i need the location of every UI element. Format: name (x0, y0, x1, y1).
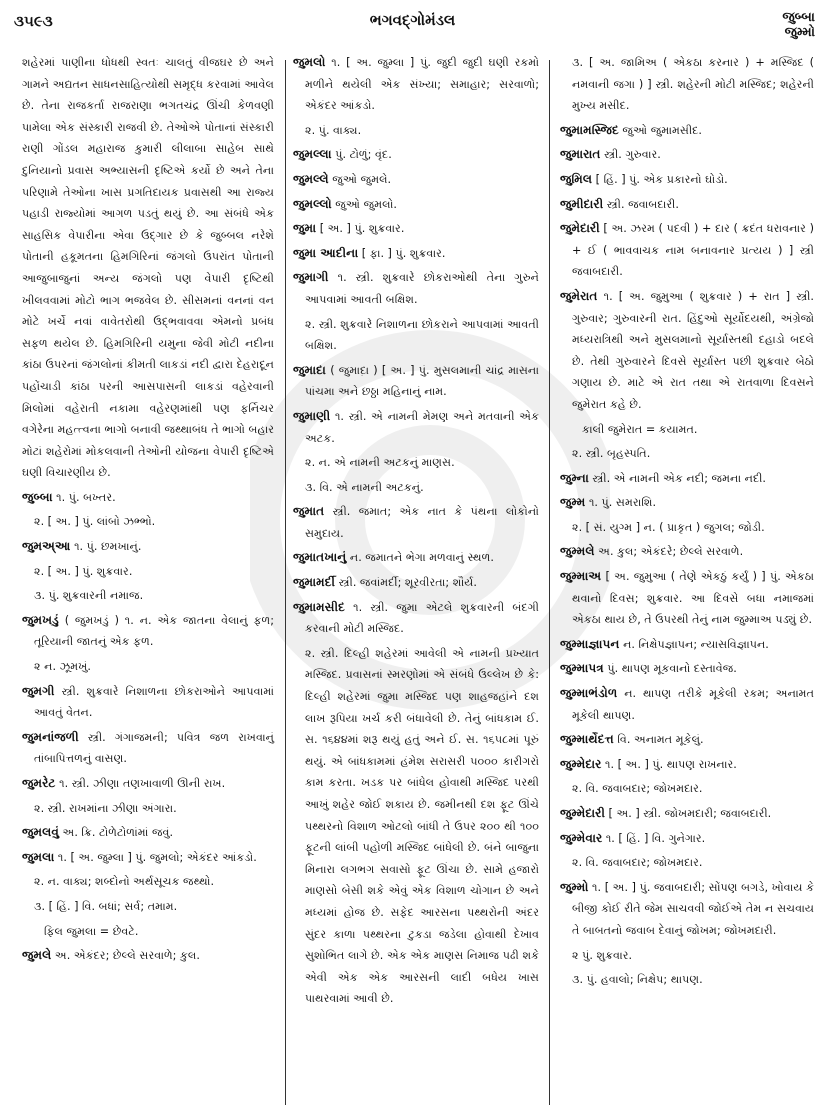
dictionary-entry (293, 360, 539, 403)
usage-example (22, 921, 274, 943)
definition-text: ૨. સ્ત્રી. રાખમાંના ઝીણા અંગારા. (34, 801, 177, 815)
guide-word-last: જુમ્મો (784, 25, 815, 40)
dictionary-entry (293, 572, 539, 594)
headword: જુમ્માપત્ર (560, 661, 604, 676)
dictionary-entry (293, 194, 539, 216)
entry-sense (22, 561, 274, 583)
dictionary-entry (560, 286, 814, 416)
definition-text: ૧. સ્ત્રી. જુમા એટલે શુક્રવારની બંદગી કરવાની મોટી મસ્જિદ. (305, 600, 539, 636)
definition-text: અ. એકંદર; છેલ્લે સરવાળે; કુલ. (54, 949, 200, 963)
definition-text: ૨. [ અ. ] પું. લાંબો ઝભ્ભો. (34, 515, 156, 529)
dictionary-entry (293, 267, 539, 310)
headword: જુમામસીદ (293, 599, 345, 614)
dictionary-entry (293, 52, 539, 117)
entry-sense (22, 798, 274, 820)
dictionary-entry (293, 218, 539, 240)
entry-sense (22, 585, 274, 607)
definition-text: [ હિં. ] પું. એક પ્રકારનો ઘોડો. (595, 172, 728, 186)
headword: જુમલે (22, 948, 52, 963)
headword: જુમાણી (293, 408, 331, 423)
dictionary-entry (22, 536, 274, 558)
dictionary-entry (22, 945, 274, 967)
page-number: ૩૫૯૩ (14, 12, 53, 30)
definition-text: જુઓ જુમલો. (335, 197, 397, 211)
dictionary-entry (22, 773, 274, 795)
headword: જુમલ્લો (293, 196, 332, 211)
dictionary-entry (293, 243, 539, 265)
headword: જુમામર્દી (293, 575, 336, 590)
definition-text: ૩. પું. શુક્રવારની નમાજ. (34, 589, 144, 603)
column-middle (293, 52, 539, 1013)
headword: જુમનાંજળી (22, 729, 79, 744)
definition-text: ૨ ન. ઝૂમખું. (34, 660, 91, 674)
dictionary-entry (293, 169, 539, 191)
headword: જુમ્ના (560, 470, 589, 485)
column-divider (285, 60, 286, 1105)
entry-sense (560, 52, 814, 117)
headword: જુમાતખાનું (293, 550, 347, 565)
dictionary-entry (22, 822, 274, 844)
definition-text: [ અ. ઝરમ ( પદવી ) + દાર ( ક્રદંત ધરાવનાર ) + ઈ ( ભાવવાચક નામ બનાવનાર પ્રત્યય ) ] સ્ત્રી જવાબદારી. (572, 222, 814, 279)
entry-sense (560, 852, 814, 874)
headword: જુમરેટ (22, 776, 56, 790)
definition-text: ફિલ જુમલા = છેવટે. (44, 924, 139, 938)
dictionary-entry (560, 144, 814, 166)
definition-text: ૩. [ અ. જામિઅ ( એકઠા કરનાર ) + મસ્જિદ ( નમવાની જગા ) ] સ્ત્રી. શહેરની મોટી મસ્જિદ; શહેરની મુખ્ય મસીદ. (572, 56, 814, 113)
headword: જુમલ્લા (293, 147, 332, 162)
definition-text: ૨. સ્ત્રી. શુક્રવારે નિશાળના છોકરાને આપવામાં આવતી બક્ષિશ. (305, 317, 539, 353)
headword: જુમાત (293, 504, 325, 519)
definition-text: [ અ. જુમુઆ ( તેણે એકઠું કર્યું ) ] પું. એકઠા થવાનો દિવસ; શુક્રવાર. આ દિવસે બધા નમાજમાં એકઠા થાય છે, તે ઉપરથી તેનું નામ જુમ્માઅ પડ્યું છે. (572, 570, 814, 627)
dictionary-entry (560, 194, 814, 216)
definition-text: ૧. સ્ત્રી. ઝીણા તણખાવાળી ઊની રાખ. (59, 777, 226, 790)
definition-text: પું. થાપણ મૂકવાનો દસ્તાવેજ. (607, 662, 737, 676)
definition-text: ૧. [ અ. જુમુઆ ( શુક્રવાર ) + રાત ] સ્ત્રી. ગુરુવાર; ગુરુવારની રાત. હિંદુઓ સૂર્યોદયથી, અંગ્રેજો મધ્યરાત્રિથી અને મુસલમાનો સૂર્યાસ્તથી દહાડો બદલે છે. તેથી ગુરુવારને દિવસે સૂર્યાસ્ત પછી શુક્રવાર બેઠો ગણાય છે. માટે એ રાત તથા એ રાતવાળા દિવસને જુમેરાત કહે છે. (572, 289, 814, 411)
headword: જુમેદારી (560, 221, 600, 236)
definition-text: ૨. વિ. જવાબદાર; જોખમદાર. (572, 856, 703, 870)
guide-words (782, 10, 815, 40)
definition-text: ૧. પું. સમરાશિ. (588, 496, 657, 510)
definition-text: ૩. પું. હવાલો; નિક્ષેપ; થાપણ. (572, 973, 703, 987)
headword: જુમાગી (293, 270, 329, 285)
definition-text: ૨. [ અ. ] પું. શુક્રવાર. (34, 564, 133, 578)
definition-text: ન. જમાતને ભેગા મળવાનું સ્થળ. (349, 551, 494, 565)
headword: જુમગી (22, 683, 55, 698)
page-header (0, 0, 825, 44)
entry-sense (22, 896, 274, 918)
dictionary-entry (293, 501, 539, 544)
dictionary-entry (560, 729, 814, 751)
dictionary-entry (560, 541, 814, 563)
definition-text: અ. ક્રિ. ટોળેટોળાંમાં જવું. (62, 826, 174, 840)
entry-sense (560, 443, 814, 465)
entry-sense (560, 517, 814, 539)
usage-example (560, 419, 814, 441)
definition-text: સ્ત્રી. એ નામની એક નદી; જમના નદી. (592, 471, 766, 485)
headword: જુમા આદીના (293, 245, 359, 260)
definition-text: ૧. [ અ. જુમ્લા ] પું. જુદી જુદી ઘણી રકમો મળીને થયેલી એક સંખ્યા; સમાહાર; સરવાળો; એકંદર આંકડો. (305, 56, 539, 113)
headword: જુમ્મ (560, 495, 586, 510)
definition-text: ૨. ન. વાક્ય; શબ્દોનો અર્થસૂચક જથ્થો. (34, 875, 215, 889)
dictionary-entry (560, 683, 814, 726)
definition-text: ૨ પું. શુક્રવાર. (572, 948, 633, 962)
dictionary-entry (22, 487, 274, 509)
dictionary-entry (293, 547, 539, 569)
headword: જુમ્માઅ (560, 569, 602, 584)
definition-text: અ. કુલ; એકંદરે; છેલ્લે સરવાળે. (598, 545, 744, 559)
entry-sense (293, 477, 539, 499)
entry-sense (293, 120, 539, 142)
definition-text: સ્ત્રી. ગુરુવાર. (604, 148, 661, 162)
entry-sense (293, 643, 539, 1010)
dictionary-entry (560, 120, 814, 142)
definition-text: શહેરમાં પાણીના ધોધથી સ્વતઃ ચાલતું વીજઘર છે અને ગામને અદ્યતન સાધનસાહિત્યોથી સમૃદ્ધ કરવામાં આવેલ છે. તેના રાજકર્તા રાજરાણા ભગતચંદ્ર ઊંચી કેળવણી પામેલા એક સંસ્કારી રાજવી છે. તેઓએ પોતાનાં સંસ્કારી રાણી ગોંડલ મહારાજ કુમારી લીલાબા સાહેબ સાથે દુનિયાનો પ્રવાસ અભ્યાસની દૃષ્ટિએ કર્યો છે અને તેના પરિણામે તેઓના ખાસ પ્રગતિદાયક પ્રવાસથી આ રાજ્ય પહાડી રાજ્યોમાં આગળ પડતું થયું છે. આ સંબંધે એક સાહસિક વેપારીના એવા ઉદ્ગાર છે કે જુબ્બલ નરેશે પોતાની હકૂમતના હિમગિરિનાં જંગલો ઉપરાંત પોતાની આજુબાજુનાં અન્ય જંગલો પણ વેપારી દૃષ્ટિથી ખીલવવામાં મોટો ભાગ ભજવેલ છે. સીસમનાં વનનાં વન મોટે ખર્ચે નવાં વાવેતરોથી ઉદ્ભવાવવા એમનો પ્રબંધ સફળ થયેલ છે. હિમગિરિની યમુના જેવી મોટી નદીના કાંઠા ઉપરનાં જંગલોનાં કીમતી લાકડાં નદી દ્વારા દેહરાદૂન પહોંચાડી કાંઠા પરની આસપાસની લાકડાં વહેરવાની મિલોમાં વહેરાતી નકામા વહેરણમાંથી પણ ફર્નિચર વગેરેના મહત્ત્વના ભાગો બનાવી જથ્થાબંધ તે ભાગો બહાર મોટાં શહેરોમાં મોકલવાની તેઓની યોજના વેપારી દૃષ્ટિએ ઘણી વિચારણીય છે. (22, 56, 274, 480)
dictionary-entry (560, 169, 814, 191)
headword: જુમ્મલે (560, 544, 595, 559)
dictionary-entry (293, 597, 539, 640)
definition-text: ( જુમાદ઼ા ) [ અ. ] પું. મુસલમાની ચાંદ્ર માસના પાંચમા અને છઠ્ઠા મહિનાનું નામ. (305, 363, 540, 399)
headword: જુમ્માભંડોળ (560, 686, 618, 701)
headword: જુમાદા (293, 362, 326, 377)
dictionary-entry (560, 492, 814, 514)
headword: જુમલો (293, 55, 326, 69)
definition-text: ( જુમખડું ) ૧. ન. એક જાતના વેલાનું ફળ; તૂરિયાની જાતનું એક ફળ. (34, 613, 275, 649)
headword: જુમલા (22, 849, 55, 864)
definition-text: ૨. સ્ત્રી. દિલ્હી શહેરમાં આવેલી એ નામની પ્રખ્યાત મસ્જિદ. પ્રવાસનાં સ્મરણોમાં એ સંબંધે ઉલ્લેખ છે કે: દિલ્હી શહેરમાં જુમા મસ્જિદ પણ શાહજહાંને દશ લાખ રૂપિયા ખર્ચ કરી બંધાવેલી છે. તેનું બાંધકામ ઈ. સ. ૧૬૪૪માં શરૂ થયું હતું અને ઈ. સ. ૧૬૫૮માં પૂરું થયું. એ બાંધકામમાં હંમેશ સરાસરી ૫૦૦૦ કારીગરો કામ કરતા. ખડક પર બાંધેલ હોવાથી મસ્જિદ પરથી આખું શહેર જોઈ શકાય છે. જમીનથી દશ ફૂટ ઊંચે પથ્થરનો વિશાળ ઓટલો બાંધી તે ઉપર ૨૦૦ થી ૧૦૦ ફૂટની લાંબી પહોળી મસ્જિદ બાંધેલી છે. બંને બાજુના મિનારા લગભગ સવાસો ફૂટ ઊંચા છે. સામે હજારો માણસો બેસી શકે એવું એક વિશાળ ચોગાન છે અને મધ્યમાં હોજ છે. સફેદ આરસના પથ્થરોની અંદર સુંદર કાળા પથ્થરના ટુકડા જડેલા હોવાથી દેખાવ સુશોભિત લાગે છે. એક એક માણસ નિમાજ પઢી શકે એવી એક એક આરસની લાદી બધેય ખાસ પાથરવામાં આવી છે. (305, 646, 539, 1006)
book-title: ભગવદ્ગોમંડલ (369, 11, 456, 29)
definition-text: પું. ટોળું; વૃંદ. (335, 148, 392, 162)
headword: જુમ્મેદાર (560, 756, 602, 771)
dictionary-entry (22, 727, 274, 770)
entry-sense (560, 969, 814, 991)
headword: જુમ્મેવાર (560, 830, 603, 845)
dictionary-entry (560, 658, 814, 680)
headword: જુમલવું (22, 825, 59, 840)
definition-text: ૧. પું. છમખાનું. (74, 540, 142, 554)
definition-text: ૨. પું. વાક્ય. (305, 123, 362, 137)
dictionary-entry (560, 566, 814, 631)
definition-text: ૩. [ હિં. ] વિ. બધાં; સર્વ; તમામ. (34, 899, 178, 913)
definition-text: ૧. પું. બખ્તર. (56, 490, 116, 504)
dictionary-entry (560, 803, 814, 825)
definition-text: [ અ. ] સ્ત્રી. જોખમદારી; જવાબદારી. (608, 807, 772, 820)
headword: જુમિલ (560, 171, 593, 186)
definition-text: કાલી જુમેરાત = કયામત. (582, 422, 698, 436)
dictionary-entry (293, 406, 539, 449)
definition-text: ૨. સ્ત્રી. બૃહસ્પતિ. (572, 447, 651, 461)
definition-text: ૨. [ સં. યુગ્મ ] ન. ( પ્રાકૃત ) જુગલ; જોડી. (572, 520, 765, 534)
definition-text: સ્ત્રી. જવાબદારી. (606, 197, 679, 211)
dictionary-entry (22, 681, 274, 724)
definition-text: ૧. સ્ત્રી. એ નામની મેમણ અને મતવાની એક અટક. (305, 409, 539, 445)
headword: જુમામસ્જિદ (560, 122, 619, 137)
dictionary-entry (22, 847, 274, 869)
headword: જુમારાત (560, 147, 601, 162)
entry-sense (293, 314, 539, 357)
definition-text: [ અ. ] પું. શુક્રવાર. (319, 222, 405, 236)
headword: જુમ્માજ્ઞાપન (560, 636, 620, 651)
entry-sense (22, 52, 274, 484)
definition-text: જુઓ જુમલે. (332, 172, 392, 186)
entry-sense (22, 656, 274, 678)
dictionary-entry (22, 610, 274, 653)
headword: જુમીદારી (560, 196, 604, 211)
entry-sense (560, 945, 814, 967)
definition-text: ૧. [ હિં. ] વિ. ગુનેગાર. (605, 831, 706, 845)
headword: જુમલ્લે (293, 171, 329, 186)
dictionary-entry (560, 877, 814, 942)
definition-text: ન. થાપણ તરીકે મૂકેલી રકમ; અનામત મૂકેલી થાપણ. (572, 687, 814, 722)
definition-text: સ્ત્રી. ગંગાજમની; પવિત્ર જળ રાખવાનું તાંબાપિત્તળનું વાસણ. (34, 730, 274, 766)
dictionary-entry (560, 828, 814, 850)
headword: જુમ્માર્થેદત્ત (560, 732, 614, 747)
definition-text: સ્ત્રી. શુક્રવારે નિશાળના છોકરાઓને આપવામાં આવતું વેતન. (34, 684, 274, 720)
definition-text: વિ. અનામત મૂકેલું. (617, 733, 704, 747)
definition-text: સ્ત્રી. જવાંમર્દી; શૂરવીરતા; શૌર્ય. (338, 576, 477, 590)
definition-text: ૧. [ અ. જુમ્લા ] પું. જુમલો; એકંદર આંકડો. (57, 850, 257, 864)
column-left (22, 52, 274, 970)
dictionary-entry (560, 634, 814, 656)
headword: જુમખડું (22, 612, 59, 627)
definition-text: સ્ત્રી. જમાત; એક નાત કે પંથના લોકોનો સમુદાય. (305, 505, 539, 540)
dictionary-entry (560, 754, 814, 776)
headword: જુમેરાત (560, 288, 598, 303)
entry-sense (22, 871, 274, 893)
guide-word-first: જુબ્બા (782, 10, 815, 25)
headword: જુમ્મો (560, 879, 589, 894)
entry-sense (560, 778, 814, 800)
entry-sense (293, 452, 539, 474)
headword: જુમઅ્આ (22, 539, 71, 554)
definition-text: ૩. વિ. એ નામની અટકનું. (305, 480, 424, 494)
dictionary-entry (293, 144, 539, 166)
definition-text: ૨. વિ. જવાબદાર; જોખમદાર. (572, 782, 703, 796)
headword: જુમા (293, 221, 317, 236)
dictionary-entry (560, 218, 814, 283)
entry-sense (22, 511, 274, 533)
definition-text: જુઓ જુમામસીદ. (622, 123, 702, 137)
definition-text: [ ફા. ] પું. શુક્રવાર. (361, 246, 446, 260)
column-divider (549, 60, 550, 1105)
definition-text: ૧. [ અ. ] પું. થાપણ રાખનાર. (605, 757, 737, 771)
definition-text: ૨. ન. એ નામની અટકનું માણસ. (305, 456, 455, 470)
definition-text: ૧. સ્ત્રી. શુક્રવારે છોકરાઓથી તેના ગુરુને આપવામાં આવતી બક્ષિશ. (305, 271, 539, 306)
column-right (560, 52, 814, 994)
headword: જુબ્બા (22, 489, 53, 504)
definition-text: ૧. [ અ. ] પું. જવાબદારી; સોંપણ બગડે, ખોવાય કે બીજી કોઈ રીતે જેમ સાચવવી જોઈએ તેમ ન સચવાય તે બાબતનો જવાબ દેવાનું જોખમ; જોખમદારી. (572, 880, 815, 937)
definition-text: ન. નિક્ષેપજ્ઞાપન; ન્યાસવિજ્ઞાપન. (623, 637, 769, 651)
dictionary-entry (560, 468, 814, 490)
headword: જુમ્મેદારી (560, 806, 605, 820)
